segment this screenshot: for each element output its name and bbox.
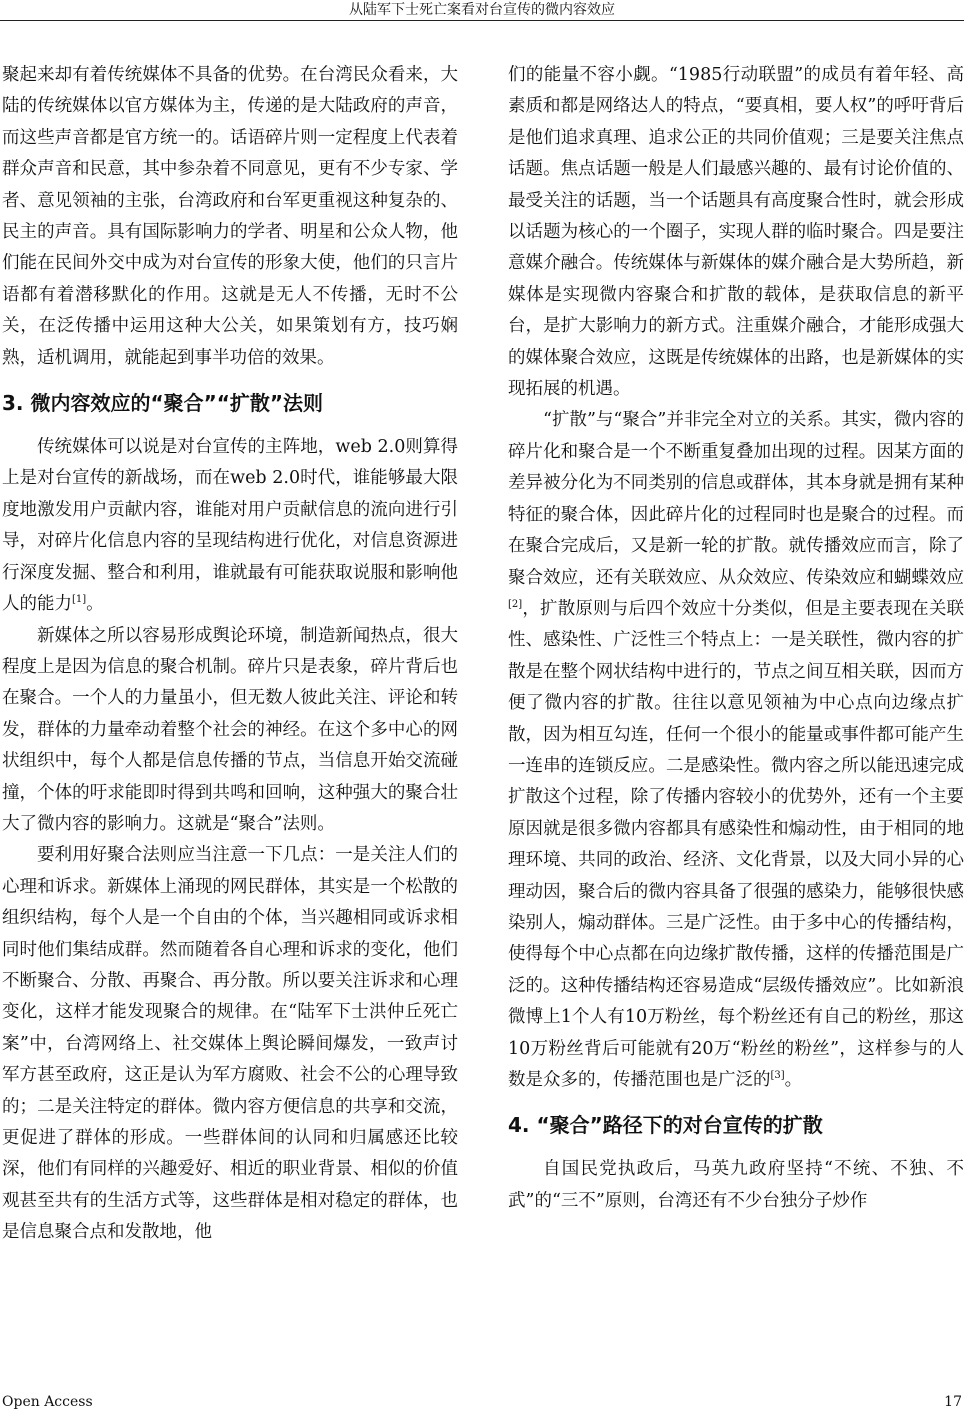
paragraph-text: “扩散”与“聚合”并非完全对立的关系。其实，微内容的碎片化和聚合是一个不断重复叠加出现的过程。因某方面的差异被分化为不同类别的信息或群体，其本身就是拥有某种特征的聚合体，因此碎片化的过程同时也是聚合的过程。而在聚合完成后，又是新一轮的扩散。就传播效应而言，除了聚合效应，还有关联效应、从众效应、传染效应和蝴蝶效应 [508,410,964,588]
page-number: 17 [944,1394,962,1410]
paragraph: 聚起来却有着传统媒体不具备的优势。在台湾民众看来，大陆的传统媒体以官方媒体为主，传递的是大陆政府的声音，而这些声音都是官方统一的。话语碎片则一定程度上代表着群众声音和民意，其中参杂着不同意见，更有不少专家、学者、意见领袖的主张，台湾政府和台军更重视这种复杂的、民主的声音。具有国际影响力的学者、明星和公众人物，他们能在民间外交中成为对台宣传的形象大使，他们的只言片语都有着潜移默化的作用。这就是无人不传播，无时不公关，在泛传播中运用这种大公关，如果策划有方，技巧娴熟，适机调用，就能起到事半功倍的效果。 [2,65,458,368]
running-header-title: 从陆军下士死亡案看对台宣传的微内容效应 [349,2,615,18]
paragraph: 要利用好聚合法则应当注意一下几点：一是关注人们的心理和诉求。新媒体上涌现的网民群体，其实是一个松散的组织结构，每个人是一个自由的个体，当兴趣相同或诉求相同时他们集结成群。然而随着各自心理和诉求的变化，他们不断聚合、分散、再聚合、再分散。所以要关注诉求和心理变化，这样才能发现聚合的规律。在“陆军下士洪仲丘死亡案”中，台湾网络上、社交媒体上舆论瞬间爆发，一致声讨军方甚至政府，这正是认为军方腐败、社会不公的心理导致的；二是关注特定的群体。微内容方便信息的共享和交流，更促进了群体的形成。一些群体间的认同和归属感还比较深，他们有同样的兴趣爱好、相近的职业背景、相似的价值观甚至共有的生活方式等，这些群体是相对稳定的群体，也是信息聚合点和发散地，他 [2,845,458,1243]
citation-ref: [3] [770,1070,785,1081]
citation-ref: [1] [72,594,87,606]
paragraph: 们的能量不容小觑。“1985行动联盟”的成员有着年轻、高素质和都是网络达人的特点，“要真相，要人权”的呼吁背后是他们追求真理、追求公正的共同价值观；三是要关注焦点话题。焦点话题一般是人们最感兴趣的、最有讨论价值的、最受关注的话题，当一个话题具有高度聚合性时，就会形成以话题为核心的一个圈子，实现人群的临时聚合。四是要注意媒介融合。传统媒体与新媒体的媒介融合是大势所趋，新媒体是实现微内容聚合和扩散的载体，是获取信息的新平台，是扩大影响力的新方式。注重媒介融合，才能形成强大的媒体聚合效应，这既是传统媒体的出路，也是新媒体的实现拓展的机遇。 [508,65,964,400]
citation-ref: [2] [508,598,523,610]
paragraph: 自国民党执政后，马英九政府坚持“不统、不独、不武”的“三不”原则，台湾还有不少台独分子炒作 [508,1159,964,1211]
paragraph: 新媒体之所以容易形成舆论环境，制造新闻热点，很大程度上是因为信息的聚合机制。碎片只是表象，碎片背后也在聚合。一个人的力量虽小，但无数人彼此关注、评论和转发，群体的力量牵动着整个社会的神经。在这个多中心的网状组织中，每个人都是信息传播的节点，当信息开始交流碰撞，个体的吁求能即时得到共鸣和回响，这种强大的聚合壮大了微内容的影响力。这就是“聚合”法则。 [2,625,458,834]
right-column [508,60,964,1217]
left-column [2,60,458,1249]
running-header [0,0,964,21]
footer-journal: Open Access [2,1394,93,1410]
section-heading: 4. “聚合”路径下的对台宣传的扩散 [508,1113,823,1138]
paragraph [508,405,964,1096]
paragraph [2,432,458,620]
page-footer [0,1392,964,1412]
paragraph-text: ，扩散原则与后四个效应十分类似，但是主要表现在关联性、感染性、广泛性三个特点上：一是关联性，微内容的扩散是在整个网状结构中进行的，节点之间互相关联，因而方便了微内容的扩散。往往以意见领袖为中心点向边缘点扩散，因为相互勾连，任何一个很小的能量或事件都可能产生一连串的连锁反应。二是感染性。微内容之所以能迅速完成扩散这个过程，除了传播内容较小的优势外，还有一个主要原因就是很多微内容都具有感染性和煽动性，由于相同的地理环境、共同的政治、经济、文化背景，以及大同小异的心理动因，聚合后的微内容具备了很强的感染力，能够很快感染别人，煽动群体。三是广泛性。由于多中心的传播结构，使得每个中心点都在向边缘扩散传播，这样的传播范围是广泛的。这种传播结构还容易造成“层级传播效应”。比如新浪微博上1个人有10万粉丝，每个粉丝还有自己的粉丝，那这10万粉丝背后可能就有20万“粉丝的粉丝”，这样参与的人数是众多的，传播范围也是广泛的 [508,598,964,1090]
paragraph-end: 。 [86,594,104,615]
paragraph-text: 传统媒体可以说是对台宣传的主阵地，web 2.0则算得上是对台宣传的新战场，而在web 2.0时代，谁能够最大限度地激发用户贡献内容，谁能对用户贡献信息的流向进行引导，对碎片化信息内容的呈现结构进行优化，对信息资源进行深度发掘、整合和利用，谁就最有可能获取说服和影响他人的能力 [2,437,458,615]
section-heading: 3. 微内容效应的“聚合”“扩散”法则 [2,391,324,416]
paragraph-end: 。 [784,1070,803,1090]
